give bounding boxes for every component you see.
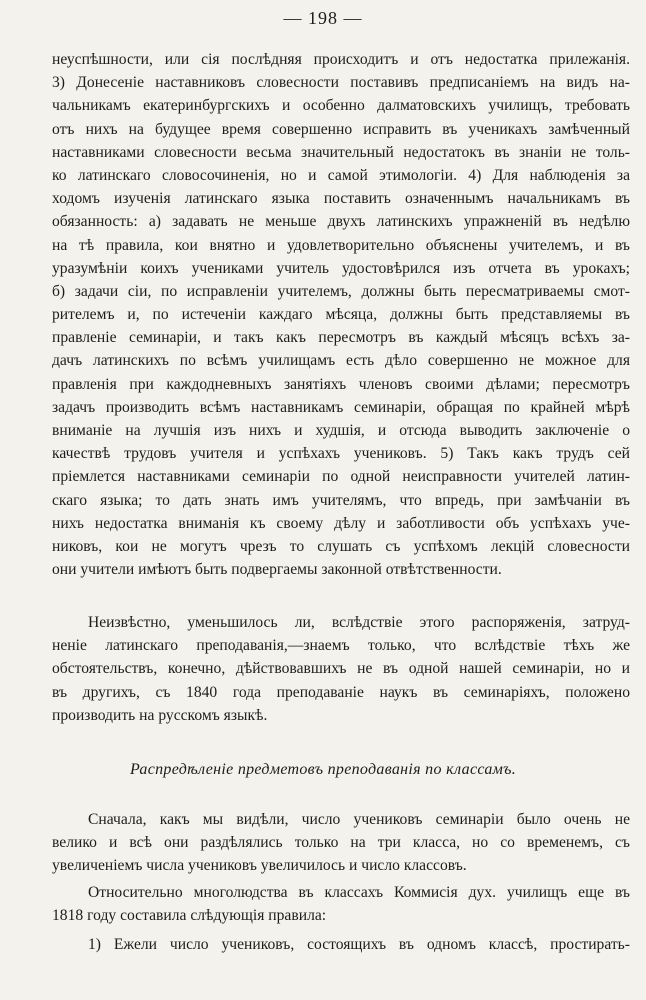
text-line: отъ нихъ на будущее время совершенно исправить въ ученикахъ замѣченный — [52, 120, 630, 138]
text-line: велико и всѣ они раздѣлялись только на три класса, но со временемъ, съ — [52, 834, 630, 852]
page-number: — 198 — — [283, 8, 363, 28]
text-line: Относительно многолюдства въ классахъ Коммисія дух. училищъ еще въ — [88, 884, 630, 901]
text-line: въ другихъ, съ 1840 года преподаваніе наукъ въ семинаріяхъ, положено — [52, 683, 630, 701]
text-line: ко латинскаго словосочиненія, но и самой этимологіи. 4) Для наблюденія за — [52, 166, 630, 184]
text-line: увеличеніемъ числа учениковъ увеличилось и число классовъ. — [52, 857, 467, 875]
text-line: неуспѣшности, или сія послѣдняя происходитъ и отъ недостатка прилежанія. — [52, 51, 630, 68]
text-line: на тѣ правила, кои внятно и удовлетворительно объяснены учителемъ, и въ — [52, 236, 630, 254]
paragraph-latin-teaching — [52, 611, 630, 727]
text-line: ходомъ изученія латинскаго языка поставить означеннымъ начальникамъ въ — [52, 190, 630, 208]
text-line: 3) Донесеніе наставниковъ словесности поставивъ предписаніемъ на видъ на- — [52, 74, 630, 92]
text-line: качествѣ трудовъ учителя и успѣхахъ учениковъ. 5) Такъ какъ трудъ сей — [52, 445, 630, 463]
text-line: б) задачи сіи, по исправленіи учителемъ, должны быть пересматриваемы смот- — [52, 282, 630, 300]
text-line: пріемлется наставниками семинаріи по одной неисправности учителей латин- — [52, 468, 630, 486]
paragraph-class-growth — [52, 808, 630, 878]
text-line: 1818 году составила слѣдующія правила: — [52, 907, 327, 925]
text-line: производить на русскомъ языкѣ. — [52, 706, 268, 724]
text-line: обстоятельствъ, конечно, дѣйствовавшихъ не въ одной нашей семинаріи, но и — [52, 660, 630, 678]
text-line: Сначала, какъ мы видѣли, число учениковъ семинаріи было очень не — [88, 811, 630, 828]
paragraph-rule-1 — [52, 933, 630, 956]
text-line: наставниками словесности весьма значительный недостатокъ въ знаніи не толь- — [52, 143, 630, 161]
text-line: обязанность: а) задавать не меньше двухъ латинскихъ упражненій въ недѣлю — [52, 213, 630, 231]
text-line: вниманіе на лучшія изъ нихъ и худшія, и отсюда выводить заключеніе о — [52, 422, 630, 439]
text-line: они учители имѣютъ быть подвергаемы законной отвѣтственности. — [52, 561, 502, 579]
text-line: Неизвѣстно, уменьшилось ли, вслѣдствіе этого распоряженія, затруд- — [88, 614, 630, 631]
text-line: правленіе семинаріи, и такъ какъ пересмотръ въ каждый мѣсяцъ всѣхъ за- — [52, 329, 630, 347]
text-line: задачъ производить всѣмъ наставникамъ семинаріи, обращая по крайней мѣрѣ — [52, 398, 630, 416]
text-line: чальникамъ екатеринбургскихъ и особенно далматовскихъ училищъ, требовать — [52, 97, 630, 115]
text-line: правленія при каждодневныхъ занятіяхъ членовъ своими дѣлами; пересмотръ — [52, 375, 630, 393]
section-heading: Распредѣленіе предметовъ преподаванія по классамъ. — [129, 761, 517, 778]
text-line: нихъ недостатка вниманія къ своему дѣлу и заботливости объ успѣхахъ уче- — [52, 514, 630, 532]
text-line: 1) Ежели число учениковъ, состоящихъ въ одномъ классѣ, простирать- — [88, 936, 630, 953]
text-line: дачъ латинскихъ по всѣмъ училищамъ есть дѣло совершенно не можное для — [52, 352, 630, 370]
paragraph-decree-continuation — [52, 48, 630, 581]
text-line: уразумѣніи коихъ учениками учитель удостовѣрился изъ отчета въ урокахъ; — [52, 259, 630, 277]
paragraph-commission-rules — [52, 881, 630, 927]
text-line: рителемъ и, по истеченіи каждаго мѣсяца, должны быть представляемы въ — [52, 306, 630, 324]
text-line: никовъ, кои не могутъ чрезъ то слушать съ успѣхомъ лекцій словесности — [52, 537, 630, 555]
text-line: неніе латинскаго преподаванія,—знаемъ только, что вслѣдствіе тѣхъ же — [52, 637, 630, 655]
text-line: скаго языка; то дать знать имъ учителямъ, что впредь, при замѣчаніи въ — [52, 491, 630, 509]
